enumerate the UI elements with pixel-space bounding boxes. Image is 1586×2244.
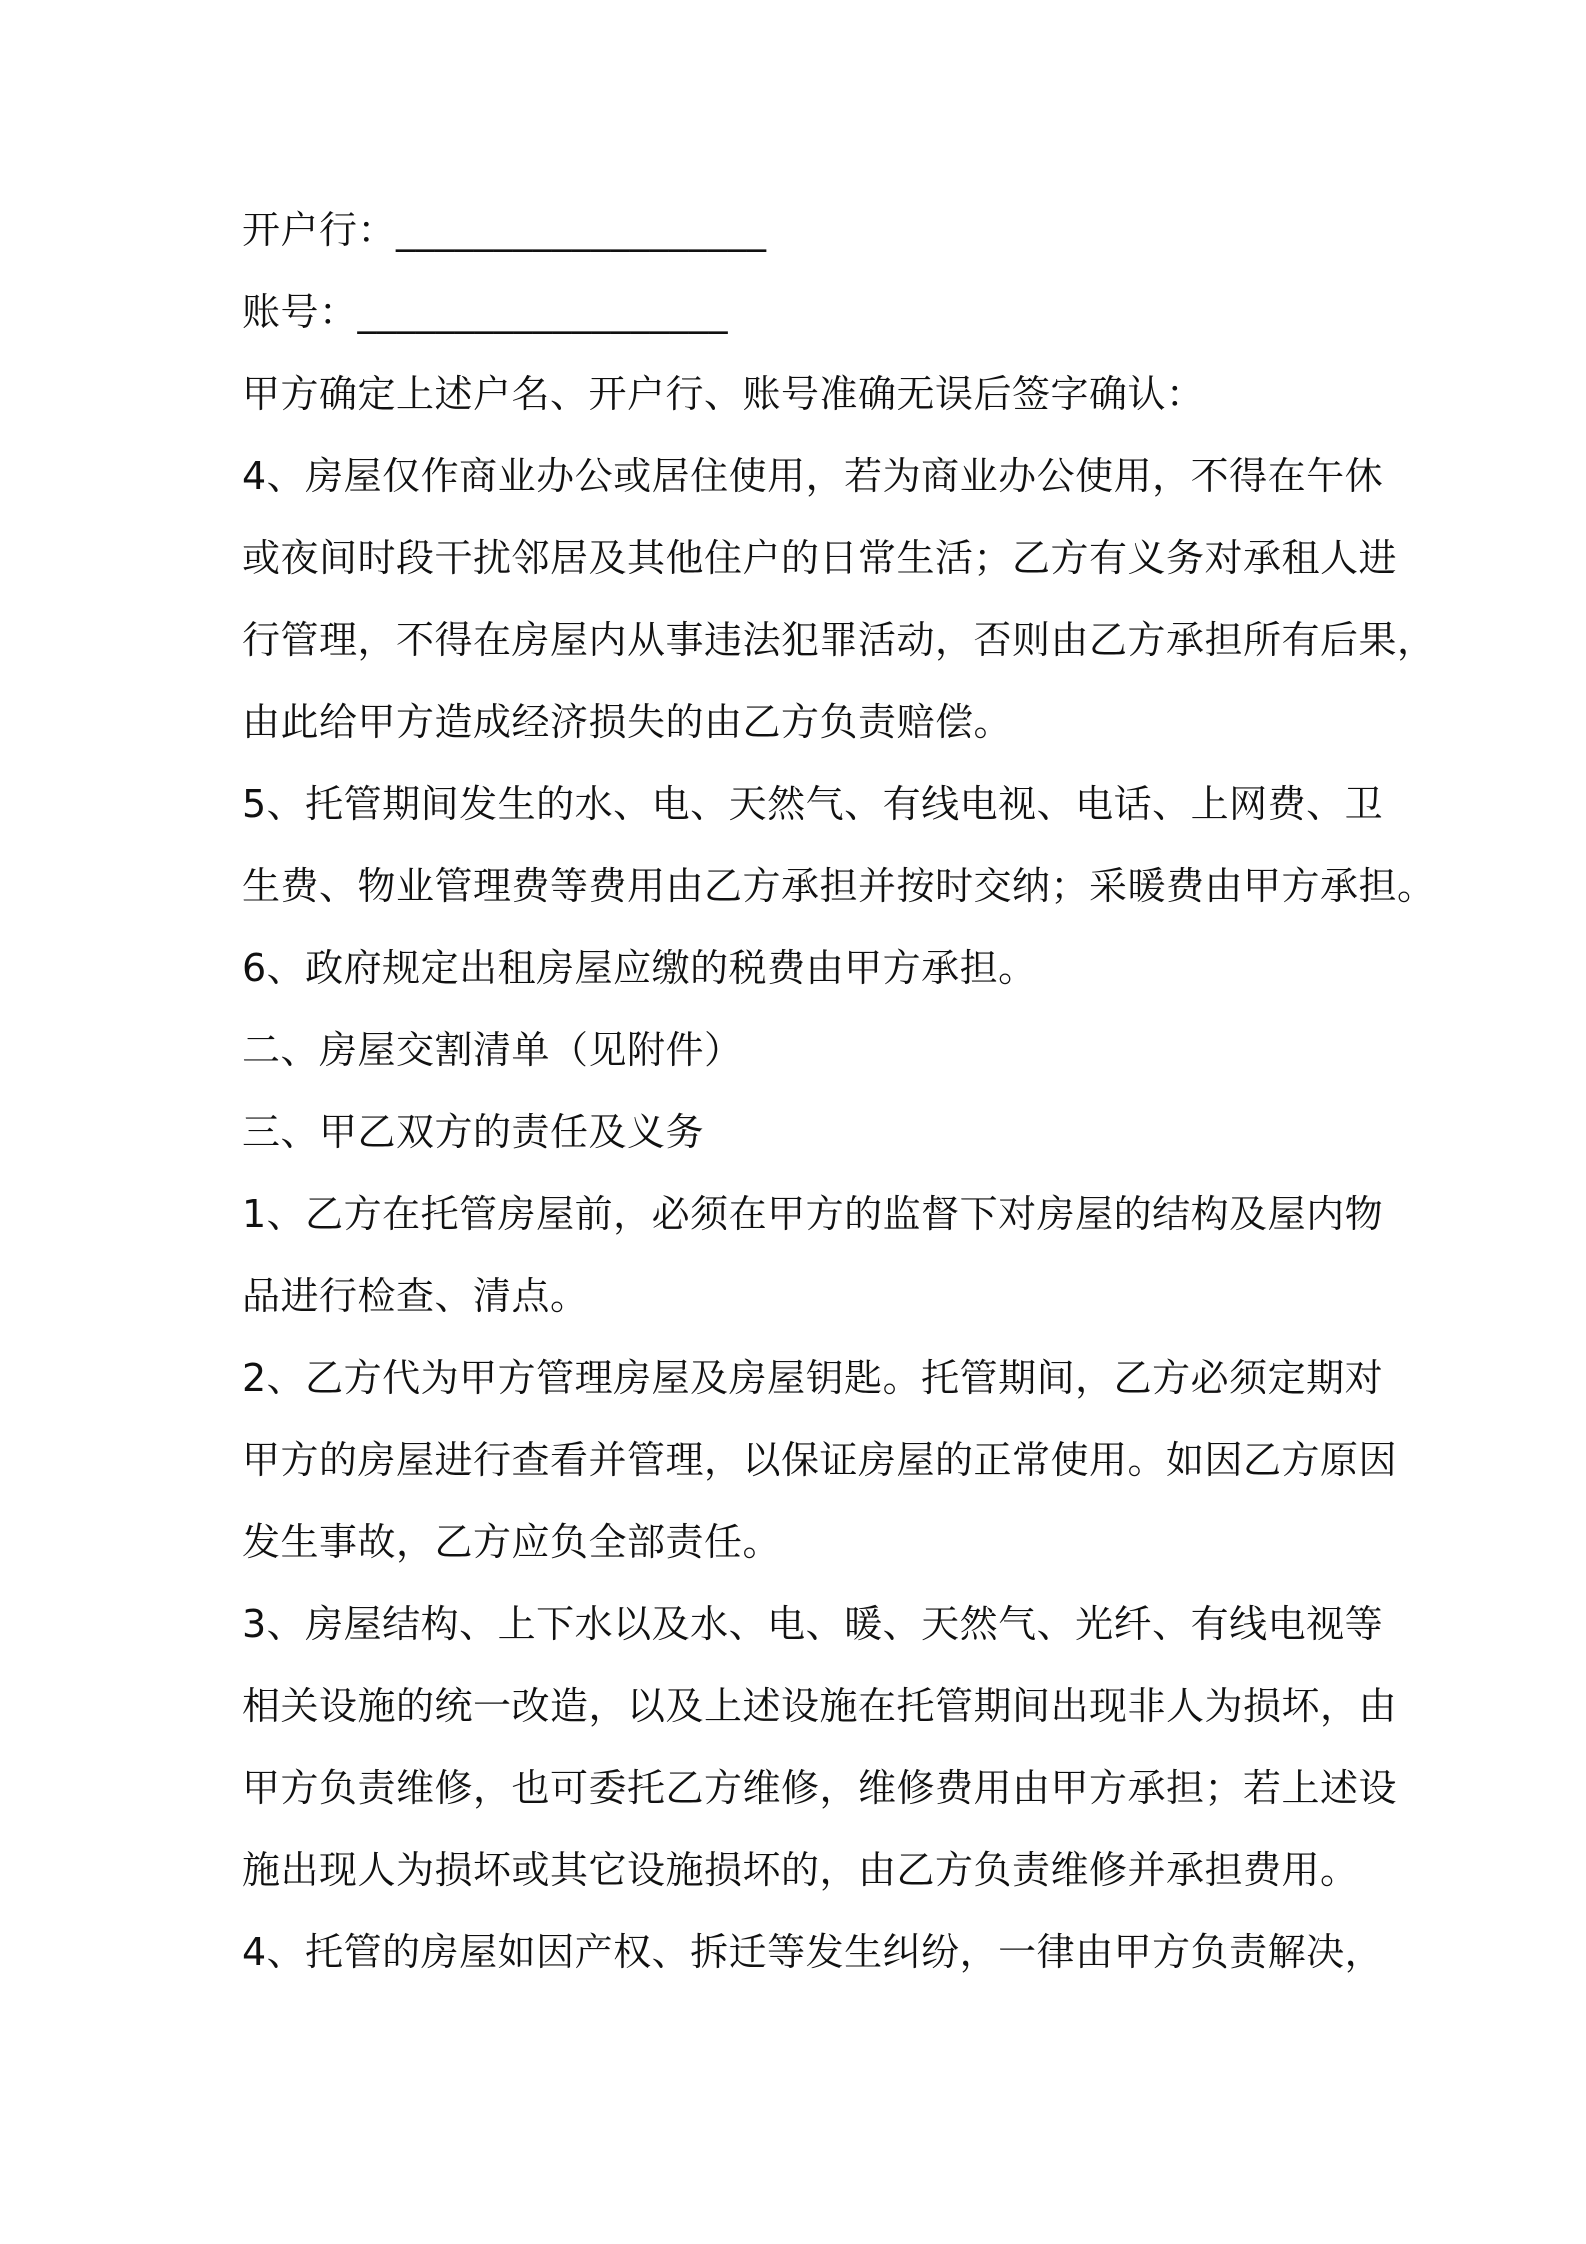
duty-2-line-1: 2、乙方代为甲方管理房屋及房屋钥匙。托管期间，乙方必须定期对 bbox=[242, 1356, 1384, 1400]
clause-4-line-3: 行管理，不得在房屋内从事违法犯罪活动，否则由乙方承担所有后果， bbox=[242, 618, 1436, 662]
clause-4-line-1: 4、房屋仅作商业办公或居住使用，若为商业办公使用，不得在午休 bbox=[242, 454, 1384, 498]
duty-2-line-3: 发生事故，乙方应负全部责任。 bbox=[242, 1520, 782, 1564]
confirmation-text: 甲方确定上述户名、开户行、账号准确无误后签字确认： bbox=[242, 372, 1205, 416]
clause-4-line-2: 或夜间时段干扰邻居及其他住户的日常生活；乙方有义务对承租人进 bbox=[242, 536, 1398, 580]
duty-3-line-2: 相关设施的统一改造，以及上述设施在托管期间出现非人为损坏，由 bbox=[242, 1684, 1398, 1728]
section-3-heading: 三、甲乙双方的责任及义务 bbox=[242, 1110, 705, 1154]
duty-2-line-2: 甲方的房屋进行查看并管理，以保证房屋的正常使用。如因乙方原因 bbox=[242, 1438, 1398, 1482]
clause-4-line-4: 由此给甲方造成经济损失的由乙方负责赔偿。 bbox=[242, 700, 1013, 744]
clause-6-line-1: 6、政府规定出租房屋应缴的税费由甲方承担。 bbox=[242, 946, 1037, 990]
account-number-field-label: 账号：___________________ bbox=[242, 290, 729, 334]
duty-3-line-1: 3、房屋结构、上下水以及水、电、暖、天然气、光纤、有线电视等 bbox=[242, 1602, 1384, 1646]
section-2-heading: 二、房屋交割清单（见附件） bbox=[242, 1028, 743, 1072]
duty-1-line-1: 1、乙方在托管房屋前，必须在甲方的监督下对房屋的结构及屋内物 bbox=[242, 1192, 1384, 1236]
duty-1-line-2: 品进行检查、清点。 bbox=[242, 1274, 589, 1318]
bank-name-field-label: 开户行：___________________ bbox=[242, 208, 767, 252]
duty-3-line-3: 甲方负责维修，也可委托乙方维修，维修费用由甲方承担；若上述设 bbox=[242, 1766, 1398, 1810]
clause-5-line-1: 5、托管期间发生的水、电、天然气、有线电视、电话、上网费、卫 bbox=[242, 782, 1384, 826]
duty-4-line-1: 4、托管的房屋如因产权、拆迁等发生纠纷，一律由甲方负责解决， bbox=[242, 1930, 1384, 1974]
duty-3-line-4: 施出现人为损坏或其它设施损坏的，由乙方负责维修并承担费用。 bbox=[242, 1848, 1359, 1892]
clause-5-line-2: 生费、物业管理费等费用由乙方承担并按时交纳；采暖费由甲方承担。 bbox=[242, 864, 1436, 908]
